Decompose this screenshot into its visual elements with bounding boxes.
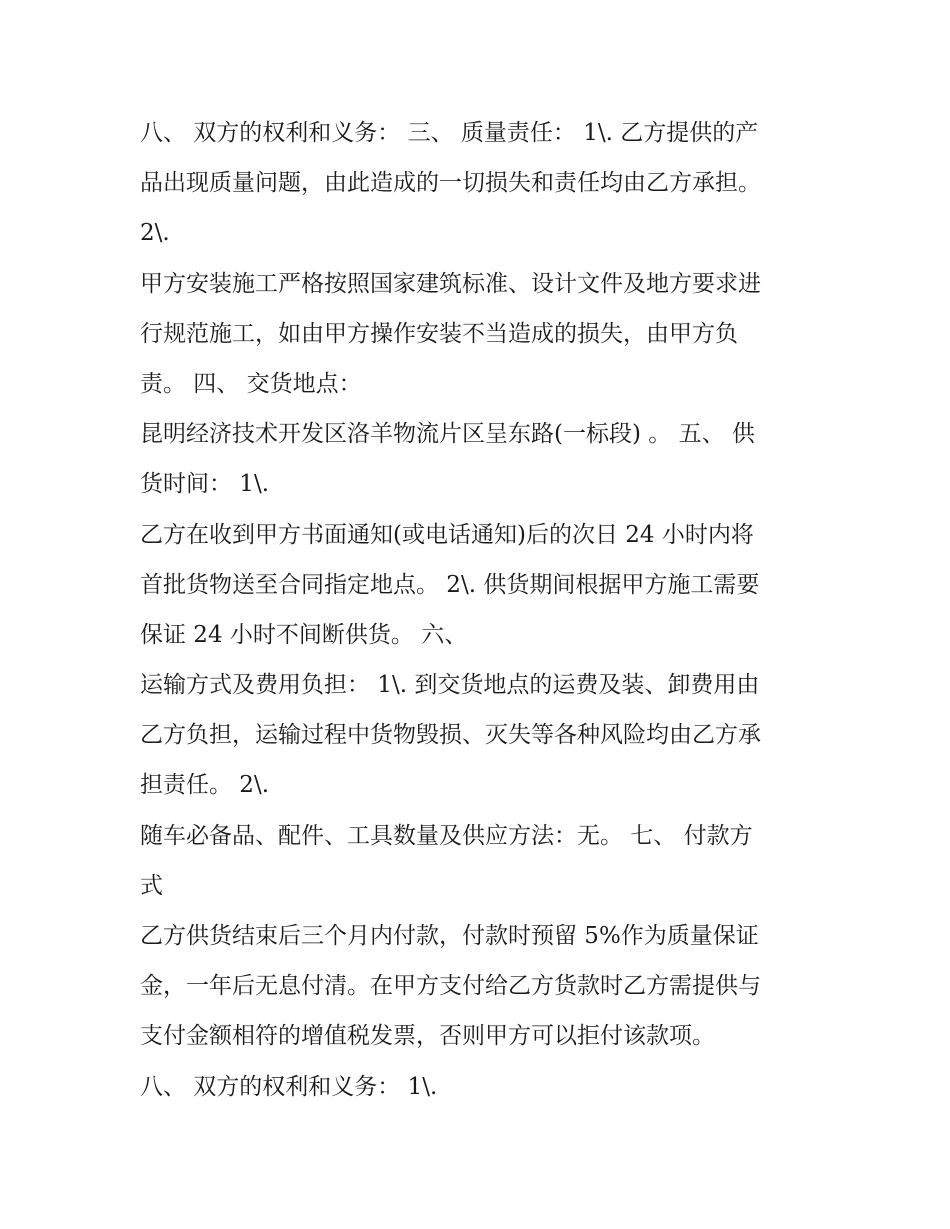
text-line: 首批货物送至合同指定地点。 2\. 供货期间根据甲方施工需要 xyxy=(140,571,760,598)
text-line: 责。 四、 交货地点： xyxy=(140,370,362,397)
text-line: 乙方负担，运输过程中货物毁损、灭失等各种风险均由乙方承 xyxy=(140,722,761,749)
text-line: 八、 双方的权利和义务： 1\. xyxy=(140,1073,438,1100)
text-line: 甲方安装施工严格按照国家建筑标准、设计文件及地方要求进 xyxy=(140,270,761,297)
text-line: 担责任。 2\. xyxy=(140,772,270,799)
document-body xyxy=(140,108,820,1112)
text-line: 保证 24 小时不间断供货。 六、 xyxy=(140,621,468,648)
text-line: 支付金额相符的增值税发票，否则甲方可以拒付该款项。 xyxy=(140,1023,715,1050)
text-line: 乙方供货结束后三个月内付款，付款时预留 5%作为质量保证 xyxy=(140,923,759,949)
text-line: 昆明经济技术开发区洛羊物流片区呈东路(一标段) 。 五、 供 xyxy=(140,421,755,448)
text-line: 品出现质量问题，由此造成的一切损失和责任均由乙方承担。 xyxy=(140,170,761,197)
text-line: 乙方在收到甲方书面通知(或电话通知)后的次日 24 小时内将 xyxy=(140,521,754,548)
text-line: 金，一年后无息付清。在甲方支付给乙方货款时乙方需提供与 xyxy=(140,973,761,1000)
text-line: 2\. xyxy=(140,220,170,247)
text-line: 式 xyxy=(140,872,163,899)
text-line: 随车必备品、配件、工具数量及供应方法：无。 七、 付款方 xyxy=(140,822,753,849)
text-line: 运输方式及费用负担： 1\. 到交货地点的运费及装、卸费用由 xyxy=(140,672,760,699)
text-line: 八、 双方的权利和义务： 三、 质量责任： 1\. 乙方提供的产 xyxy=(140,120,759,146)
text-line: 行规范施工，如由甲方操作安装不当造成的损失，由甲方负 xyxy=(140,320,738,347)
text-line: 货时间： 1\. xyxy=(140,471,270,498)
